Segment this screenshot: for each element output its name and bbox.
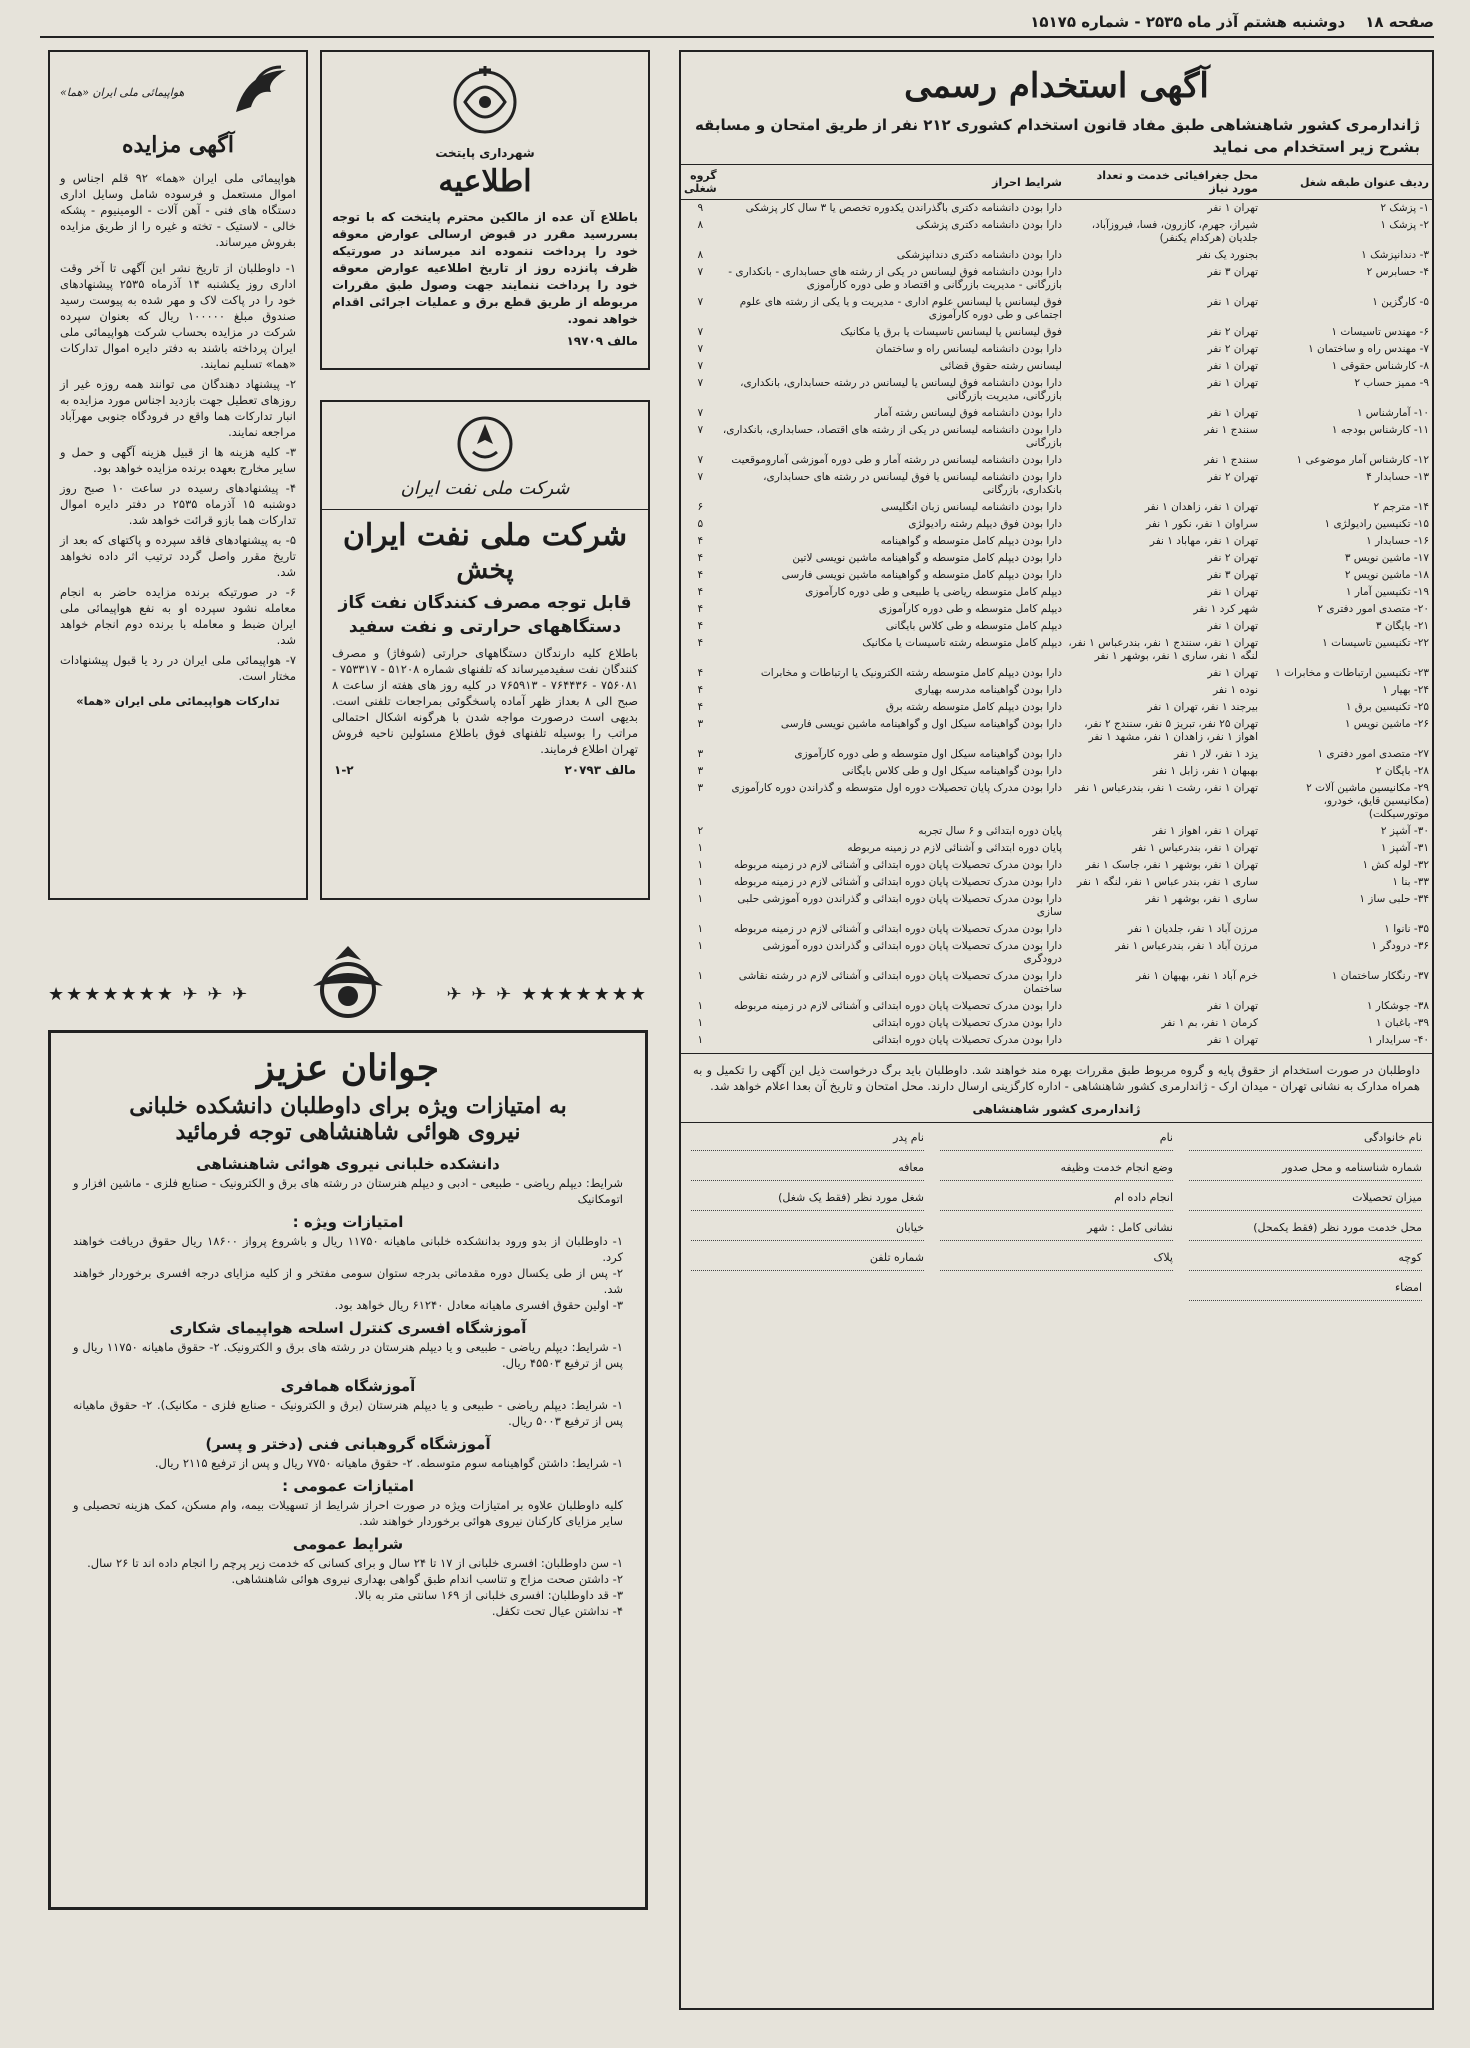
job-group: ۷ (697, 471, 704, 483)
job-title: ۲۶- ماشین نویس ۱ (1344, 718, 1429, 730)
airforce-title: جوانان عزیز (256, 1047, 440, 1089)
oil-ref-2: ۱-۲ (334, 763, 354, 777)
form-field-label: شماره شناسنامه و محل صدور (1189, 1161, 1422, 1181)
job-group: ۲ (697, 825, 704, 837)
job-requirements: دارا بودن گواهینامه مدرسه بهیاری (914, 684, 1062, 696)
municipality-emblem (425, 62, 545, 142)
auction-item: ۶- در صورتیکه برنده مزایده حاضر به انجام معامله نشود سپرده او به نفع هواپیمائی ملی ایران ضبط و معامله با برنده دوم انجام خواهد شد. (60, 585, 296, 647)
job-requirements: دارا بودن دیپلم کامل متوسطه و گواهینامه (880, 535, 1062, 547)
table-row (681, 938, 1432, 968)
job-requirements: دیپلم کامل متوسطه و طی کلاس بایگانی (885, 620, 1062, 632)
recruit-signature: ژاندارمری کشور شاهنشاهی (972, 1102, 1141, 1116)
form-field-label: نام پدر (691, 1131, 924, 1151)
condition-item: ۲- داشتن صحت مزاج و تناسب اندام طبق گواهی بهداری نیروی هوائی شاهنشاهی. (231, 1572, 623, 1586)
form-field-label: نشانی کامل : شهر (940, 1221, 1173, 1241)
municipality-notice (320, 50, 650, 370)
job-location: تهران ۲ نفر (1207, 326, 1258, 338)
job-requirements: فوق لیسانس یا لیسانس علوم اداری - مدیریت و یا یکی از رشته های علوم اجتماعی و طی دوره کارآموزی (739, 296, 1062, 321)
job-requirements: دارا بودن دانشنامه دکتری باگذراندن یکدوره تخصص یا ۳ سال کار پزشکی (745, 202, 1062, 214)
job-location: شهر کرد ۱ نفر (1193, 603, 1258, 615)
job-title: ۳۹- باغبان ۱ (1375, 1017, 1429, 1029)
form-field-label: میزان تحصیلات (1189, 1191, 1422, 1211)
job-requirements: دارا بودن دانشنامه لیسانس راه و ساختمان (875, 343, 1062, 355)
oil-company-ad (320, 400, 650, 900)
recruit-table (681, 164, 1432, 1049)
oil-body: باطلاع کلیه دارندگان دستگاههای حرارتی (شوفاژ) و مصرف کنندگان نفت سفیدمیرساند که تلفنهای شماره ۵۱۲۰۸ - ۷۵۳۳۱۷ - ۷۵۶۰۸۱ - ۷۶۴۴۳۶ - ۷۶۵۹۱۳ در کلیه روز های هفته از ساعت ۸ صبح الی ۸ بعداز ظهر آماده پاسخگوئی بمراجعات تلفنی است. بدیهی است درصورت مواجه شدن با هرگونه اشکال احتمالی مراتب را بوسیله تلفنهای فوق باطلاع مسئولین ناحیه فروش تهران اطلاع فرمایند. (332, 646, 638, 756)
table-row (681, 635, 1432, 665)
job-group: ۷ (697, 407, 704, 419)
job-title: ۱۴- مترجم ۲ (1373, 501, 1429, 513)
recruit-intro: ژاندارمری کشور شاهنشاهی طبق مفاد قانون استخدام کشوری ۲۱۲ نفر از طریق امتحان و مسابقه بشرح زیر استخدام می نماید (694, 116, 1420, 156)
job-location: ساری ۱ نفر، بندر عباس ۱ نفر، لنگه ۱ نفر (1076, 876, 1258, 888)
job-group: ۷ (697, 266, 704, 278)
table-row (681, 780, 1432, 823)
column-header: گروه شغلی (681, 165, 720, 200)
form-field-label: امضاء (1189, 1281, 1422, 1301)
job-title: ۱۸- ماشین نویس ۲ (1344, 569, 1429, 581)
condition-item: ۳- قد داوطلبان: افسری خلبانی از ۱۶۹ سانتی متر به بالا. (354, 1588, 623, 1602)
table-row (681, 998, 1432, 1015)
recruit-notes: داوطلبان در صورت استخدام از حقوق پایه و گروه مربوط طبق مقررات بهره مند خواهند شد. داوطلبان باید برگ درخواست ذیل این آگهی را تکمیل و به همراه مدارک به نشانی تهران - میدان ارک - ژاندارمری کشور شاهنشاهی - اداره کارگزینی ارسال دارند. محل امتحان و تاریخ آن بعدا اعلام خواهد شد. (681, 1053, 1432, 1098)
job-location: مرزن آباد ۱ نفر، جلدیان ۱ نفر (1128, 923, 1258, 935)
job-location: شیراز، جهرم، کازرون، فسا، فیروزآباد، جلدیان (هرکدام یکنفر) (1091, 219, 1258, 244)
table-row (681, 716, 1432, 746)
job-title: ۱۳- حسابدار ۴ (1366, 471, 1429, 483)
table-row (681, 921, 1432, 938)
table-row (681, 533, 1432, 550)
perk-item: ۳- اولین حقوق افسری ماهیانه معادل ۶۱۲۴۰ ریال خواهد بود. (334, 1298, 623, 1312)
job-title: ۶- مهندس تاسیسات ۱ (1331, 326, 1429, 338)
job-title: ۲۹- مکانیسین ماشین آلات ۲ (مکانیسین قایق، خودرو، موتورسیکلت) (1306, 782, 1429, 820)
job-location: تهران ۱ نفر، اهواز ۱ نفر (1152, 825, 1258, 837)
job-requirements: دارا بودن مدرک تحصیلات پایان دوره ابتدائی (872, 1034, 1062, 1046)
oil-emblem (455, 414, 515, 474)
job-title: ۱۵- تکنیسین رادیولژی ۱ (1324, 518, 1429, 530)
column-header: محل جغرافیائی خدمت و تعداد مورد نیاز (1065, 165, 1261, 200)
table-row (681, 469, 1432, 499)
job-location: تهران ۲۵ نفر، تبریز ۵ نفر، سنندج ۲ نفر، اهواز ۱ نفر، زاهدان ۱ نفر، مشهد ۱ نفر (1084, 718, 1258, 743)
recruit-ad (679, 50, 1434, 2010)
job-group: ۸ (697, 219, 704, 231)
table-row (681, 200, 1432, 218)
airforce-banner (48, 940, 648, 1030)
job-requirements: لیسانس رشته حقوق قضائی (939, 360, 1062, 372)
job-location: نوده ۱ نفر (1213, 684, 1258, 696)
job-requirements: دارا بودن مدرک تحصیلات پایان دوره ابتدائی و آشنائی لازم در زمینه مربوطه (733, 859, 1062, 871)
job-group: ۷ (697, 326, 704, 338)
job-group: ۳ (697, 718, 704, 730)
table-row (681, 840, 1432, 857)
school-weapons-body: ۱- شرایط: دیپلم ریاضی - طبیعی و یا دیپلم هنرستان در رشته های برق و الکترونیک. ۲- حقوق ماهیانه ۱۱۷۵۰ ریال و پس از ترفیع ۴۵۵۰۳ ریال. (73, 1340, 623, 1370)
airforce-subtitle-2: نیروی هوائی شاهنشاهی توجه فرمائید (175, 1119, 521, 1145)
job-title: ۳۳- بنا ۱ (1392, 876, 1429, 888)
table-row (681, 499, 1432, 516)
job-title: ۹- ممیز حساب ۲ (1354, 377, 1429, 389)
column-header: شرایط احراز (720, 165, 1065, 200)
condition-item: ۱- سن داوطلبان: افسری خلبانی از ۱۷ تا ۲۴ سال و برای کسانی که خدمت زیر پرچم را انجام داده اند تا ۲۶ سال. (87, 1556, 623, 1570)
column-header: ردیف عنوان طبقه شغل (1261, 165, 1432, 200)
job-group: ۷ (697, 343, 704, 355)
oil-subtitle: پخش (456, 555, 514, 585)
job-location: تهران ۱ نفر (1207, 202, 1258, 214)
airforce-emblem (303, 940, 393, 1028)
job-title: ۱۹- تکنیسین آمار ۱ (1345, 586, 1429, 598)
job-location: سنندج ۱ نفر (1204, 424, 1258, 436)
job-title: ۳۲- لوله کش ۱ (1362, 859, 1429, 871)
table-row (681, 1032, 1432, 1049)
job-requirements: دارا بودن دانشنامه لیسانس زبان انگلیسی (880, 501, 1062, 513)
auction-intro: هواپیمائی ملی ایران «هما» ۹۲ قلم اجناس و اموال مستعمل و فرسوده شامل وسایل اداری دستگاه های فنی - آهن آلات - الومینیوم - پشکه خالی - لاستیک - تخته و غیره را از طریق مزایده بفروش میرساند. (60, 171, 296, 249)
job-title: ۳۵- نانوا ۱ (1384, 923, 1429, 935)
job-location: تهران ۱ نفر، بندرعباس ۱ نفر (1132, 842, 1258, 854)
job-location: تهران ۲ نفر (1207, 552, 1258, 564)
job-group: ۱ (697, 1034, 704, 1046)
general-perks-head: امتیازات عمومی : (282, 1477, 414, 1495)
job-group: ۳ (697, 748, 704, 760)
airforce-body (51, 1155, 645, 1619)
job-requirements: فوق لیسانس یا لیسانس تاسیسات یا برق یا مکانیک (840, 326, 1062, 338)
job-requirements: دارا بودن مدرک تحصیلات پایان دوره ابتدائی و آشنائی لازم در زمینه مربوطه (733, 876, 1062, 888)
perk-item: ۱- داوطلبان از بدو ورود بدانشکده خلبانی ماهیانه ۱۱۷۵۰ ریال و باشروع پرواز ۱۸۶۰۰ ریال حقوق دریافت خواهند کرد. (73, 1234, 623, 1264)
form-field-label: پلاک (940, 1251, 1173, 1271)
table-row (681, 247, 1432, 264)
table-row (681, 857, 1432, 874)
job-requirements: دارا بودن دیپلم کامل متوسطه و گواهینامه ماشین نویسی فارسی (781, 569, 1062, 581)
job-requirements: دارا بودن گواهینامه سیکل اول و طی کلاس بایگانی (842, 765, 1062, 777)
airforce-ad (48, 1030, 648, 1910)
job-location: تهران ۱ نفر (1207, 1000, 1258, 1012)
job-location: ساری ۱ نفر، بوشهر ۱ نفر (1145, 893, 1258, 905)
perks-head: امتیازات ویژه : (292, 1213, 404, 1231)
table-row (681, 550, 1432, 567)
perks-list (73, 1233, 623, 1313)
table-row (681, 874, 1432, 891)
job-location: تهران ۱ نفر (1207, 407, 1258, 419)
job-location: تهران ۱ نفر، سنندج ۱ نفر، بندرعباس ۱ نفر، لنگه ۱ نفر، ساری ۱ نفر، بوشهر ۱ نفر (1068, 637, 1258, 662)
job-title: ۵- کارگزین ۱ (1372, 296, 1429, 308)
job-location: بجنورد یک نفر (1196, 249, 1258, 261)
general-conds-list (73, 1555, 623, 1619)
job-location: بیرجند ۱ نفر، تهران ۱ نفر (1147, 701, 1258, 713)
job-group: ۱ (697, 923, 704, 935)
form-field-label: نام خانوادگی (1189, 1131, 1422, 1151)
perk-item: ۲- پس از طی یکسال دوره مقدماتی بدرجه ستوان سومی مفتخر و از کلیه مزایای درجه افسری برخوردار خواهند شد. (73, 1266, 623, 1296)
form-field-label: خیابان (691, 1221, 924, 1241)
job-group: ۷ (697, 424, 704, 436)
job-title: ۲۲- تکنیسین تاسیسات ۱ (1322, 637, 1429, 649)
job-group: ۱ (697, 893, 704, 905)
table-row (681, 422, 1432, 452)
job-title: ۱۰- آمارشناس ۱ (1356, 407, 1429, 419)
job-group: ۳ (697, 765, 704, 777)
job-group: ۴ (697, 667, 704, 679)
form-field-label: شماره تلفن (691, 1251, 924, 1271)
job-requirements: دیپلم کامل متوسطه ریاضی یا طبیعی و طی دوره کارآموزی (805, 586, 1062, 598)
job-title: ۴۰- سرایدار ۱ (1367, 1034, 1429, 1046)
job-location: سراوان ۱ نفر، نکور ۱ نفر (1146, 518, 1258, 530)
job-requirements: دارا بودن دیپلم کامل متوسطه رشته برق (885, 701, 1062, 713)
job-group: ۵ (697, 518, 704, 530)
form-field-label: نام (940, 1131, 1173, 1151)
job-requirements: دارا بودن مدرک تحصیلات پایان دوره ابتدائی و آشنائی لازم در رشته نقاشی ساختمان (738, 970, 1062, 995)
table-row (681, 584, 1432, 601)
page-header (40, 8, 1434, 38)
job-title: ۱۲- کارشناس آمار موضوعی ۱ (1296, 454, 1429, 466)
table-row (681, 763, 1432, 780)
job-requirements: دارا بودن دانشنامه لیسانس در رشته آمار و طی دوره آموزشی آماروموقعیت (731, 454, 1062, 466)
job-group: ۱ (697, 1017, 704, 1029)
auction-title: آگهی مزایده (122, 132, 234, 158)
table-row (681, 452, 1432, 469)
job-group: ۴ (697, 637, 704, 649)
job-title: ۲۴- بهیار ۱ (1382, 684, 1429, 696)
general-perks-body: کلیه داوطلبان علاوه بر امتیازات ویژه در صورت احراز شرایط از تسهیلات بیمه، وام مسکن، کمک هزینه تحصیلی و سایر مزایای کارکنان نیروی هوائی برخوردار خواهند شد. (73, 1498, 623, 1528)
job-location: تهران ۱ نفر (1207, 620, 1258, 632)
table-row (681, 375, 1432, 405)
job-title: ۱- پزشک ۲ (1380, 202, 1429, 214)
job-location: تهران ۳ نفر (1207, 569, 1258, 581)
job-group: ۴ (697, 603, 704, 615)
auction-item: ۲- پیشنهاد دهندگان می توانند همه روزه غیر از روزهای تعطیل جهت بازدید اجناس مورد مزایده به انبار تدارکات هما واقع در فرودگاه جنوبی مهرآباد مراجعه نمایند. (60, 377, 296, 439)
school-homafar-body: ۱- شرایط: دیپلم ریاضی - طبیعی و یا دیپلم هنرستان (برق و الکترونیک - صنایع فلزی - مکانیک). ۲- حقوق ماهیانه پس از ترفیع ۵۰۰۳ ریال. (73, 1398, 623, 1428)
job-group: ۷ (697, 360, 704, 372)
job-location: تهران ۱ نفر (1207, 1034, 1258, 1046)
table-row (681, 968, 1432, 998)
form-field-label: شغل مورد نظر (فقط یک شغل) (691, 1191, 924, 1211)
job-group: ۷ (697, 296, 704, 308)
oil-title: شرکت ملی نفت ایران (322, 509, 648, 553)
job-requirements: دارا بودن گواهینامه سیکل اول و گواهینامه ماشین نویسی فارسی (780, 718, 1062, 730)
job-requirements: دیپلم کامل متوسطه رشته تاسیسات یا مکانیک (862, 637, 1062, 649)
airforce-subtitle-1: به امتیازات ویژه برای داوطلبان دانشکده خلبانی (129, 1093, 567, 1119)
auction-item: ۷- هواپیمائی ملی ایران در رد یا قبول پیشنهادات مختار است. (60, 653, 296, 683)
job-requirements: دارا بودن مدرک پایان تحصیلات دوره اول متوسطه و گذراندن دوره کارآموزی (731, 782, 1062, 794)
job-title: ۳- دندانپزشک ۱ (1361, 249, 1429, 261)
job-title: ۴- حسابرس ۲ (1366, 266, 1429, 278)
job-location: تهران ۲ نفر (1207, 343, 1258, 355)
job-location: تهران ۱ نفر (1207, 586, 1258, 598)
job-title: ۳۴- حلبی ساز ۱ (1359, 893, 1429, 905)
job-title: ۱۶- حسابدار ۱ (1366, 535, 1429, 547)
job-group: ۷ (697, 377, 704, 389)
school-sergeant-head: آموزشگاه گروهبانی فنی (دختر و پسر) (205, 1435, 491, 1453)
job-group: ۱ (697, 940, 704, 952)
job-requirements: دارا بودن مدرک تحصیلات پایان دوره ابتدائی و گذراندن دوره آموزشی درودگری (762, 940, 1062, 965)
job-location: تهران ۱ نفر (1207, 360, 1258, 372)
job-location: تهران ۱ نفر، مهاباد ۱ نفر (1149, 535, 1258, 547)
job-requirements: دارا بودن فوق دیپلم رشته رادیولژی (908, 518, 1062, 530)
table-row (681, 294, 1432, 324)
job-title: ۳۷- رنگکار ساختمان ۱ (1331, 970, 1429, 982)
job-requirements: دارا بودن دانشنامه لیسانس یا فوق لیسانس در رشته های حسابداری، بانکداری، بازرگانی (763, 471, 1062, 496)
job-location: تهران ۱ نفر، رشت ۱ نفر، بندرعباس ۱ نفر (1075, 782, 1258, 794)
general-conds-head: شرایط عمومی (292, 1535, 404, 1553)
table-row (681, 746, 1432, 763)
table-row (681, 823, 1432, 840)
table-row (681, 264, 1432, 294)
auction-brand-row (50, 52, 306, 126)
school-sergeant-body: ۱- شرایط: داشتن گواهینامه سوم متوسطه. ۲- حقوق ماهیانه ۷۷۵۰ ریال و پس از ترفیع ۲۱۱۵ ریال. (154, 1456, 623, 1470)
job-location: تهران ۳ نفر (1207, 266, 1258, 278)
condition-item: ۴- نداشتن عیال تحت تکفل. (491, 1604, 623, 1618)
school-homafar-head: آموزشگاه همافری (280, 1377, 416, 1395)
job-group: ۱ (697, 859, 704, 871)
job-requirements: پایان دوره ابتدائی و آشنائی لازم در زمینه مربوطه (847, 842, 1062, 854)
municipality-title: اطلاعیه (438, 164, 532, 199)
oil-emblem-caption: شرکت ملی نفت ایران (400, 478, 570, 499)
job-location: یزد ۱ نفر، لار ۱ نفر (1174, 748, 1258, 760)
job-location: سنندج ۱ نفر (1204, 454, 1258, 466)
table-row (681, 682, 1432, 699)
job-location: بهبهان ۱ نفر، زابل ۱ نفر (1153, 765, 1258, 777)
job-group: ۴ (697, 535, 704, 547)
school-pilot-head: دانشکده خلبانی نیروی هوائی شاهنشاهی (196, 1155, 500, 1173)
job-group: ۴ (697, 684, 704, 696)
auction-brand: هواپیمائی ملی ایران «هما» (60, 85, 185, 99)
table-row (681, 405, 1432, 422)
table-row (681, 601, 1432, 618)
job-requirements: دارا بودن مدرک تحصیلات پایان دوره ابتدائی و آشنائی لازم در زمینه مربوطه (733, 923, 1062, 935)
job-title: ۲۱- بایگان ۳ (1375, 620, 1429, 632)
job-requirements: دارا بودن دانشنامه لیسانس در یکی از رشته های اقتصاد، حسابداری، بانکداری، بازرگانی (722, 424, 1062, 449)
job-title: ۸- کارشناس حقوقی ۱ (1331, 360, 1429, 372)
school-weapons-head: آموزشگاه افسری کنترل اسلحه هواپیمای شکاری (169, 1319, 527, 1337)
job-requirements: دارا بودن دانشنامه فوق لیسانس در یکی از رشته های حسابداری - بانکداری - بازرگانی - مدیریت بازرگانی و اقتصاد و طی دوره کارآموزی (728, 266, 1062, 291)
job-location: تهران ۱ نفر، زاهدان ۱ نفر (1144, 501, 1258, 513)
job-title: ۳۶- درودگر ۱ (1371, 940, 1429, 952)
date-issue: دوشنبه هشتم آذر ماه ۲۵۳۵ - شماره ۱۵۱۷۵ (1030, 13, 1346, 31)
job-requirements: دارا بودن دیپلم کامل متوسطه و گواهینامه ماشین نویسی لاتین (792, 552, 1062, 564)
job-group: ۴ (697, 586, 704, 598)
job-title: ۲۵- تکنیسین برق ۱ (1345, 701, 1429, 713)
job-title: ۲- پزشک ۱ (1380, 219, 1429, 231)
table-row (681, 618, 1432, 635)
stars-right: ★★★★★★★ ✈ ✈ ✈ (446, 984, 648, 1005)
table-row (681, 891, 1432, 921)
oil-ref: مالف ۲۰۷۹۳ (564, 763, 636, 777)
auction-items (50, 250, 306, 690)
job-title: ۲۷- متصدی امور دفتری ۱ (1317, 748, 1429, 760)
job-title: ۳۸- جوشکار ۱ (1366, 1000, 1429, 1012)
table-row (681, 699, 1432, 716)
table-row (681, 665, 1432, 682)
homa-logo-icon (226, 62, 296, 122)
form-field-label: وضع انجام خدمت وظیفه (940, 1161, 1173, 1181)
form-field-label: کوچه (1189, 1251, 1422, 1271)
job-requirements: دارا بودن مدرک تحصیلات پایان دوره ابتدائی و گذراندن دوره آموزشی حلبی سازی (737, 893, 1062, 918)
municipality-body: باطلاع آن عده از مالکین محترم پایتخت که با توجه بسررسید مقرر در قبوض ارسالی عوارض معوقه خود را پرداخت ننموده اند میرساند در صورتیکه ظرف پانزده روز از تاریخ اطلاعیه عوارض معوقه خود را پرداخت ننمایند جهت وصول طبق مقررات مربوطه از طریق قطع برق و عملیات اجرائی اقدام خواهد نمود. (332, 210, 638, 326)
job-requirements: دیپلم کامل متوسطه و طی دوره کارآموزی (878, 603, 1062, 615)
job-group: ۴ (697, 701, 704, 713)
job-location: تهران ۱ نفر (1207, 296, 1258, 308)
job-title: ۳۰- آشپز ۲ (1380, 825, 1429, 837)
job-location: تهران ۱ نفر (1207, 377, 1258, 389)
job-title: ۲۰- متصدی امور دفتری ۲ (1317, 603, 1429, 615)
job-requirements: دارا بودن مدرک تحصیلات پایان دوره ابتدائی و آشنائی لازم در زمینه مربوطه (733, 1000, 1062, 1012)
job-group: ۴ (697, 552, 704, 564)
recruit-title: آگهی استخدام رسمی (904, 66, 1209, 106)
table-row (681, 217, 1432, 247)
job-group: ۱ (697, 842, 704, 854)
job-location: تهران ۱ نفر، بوشهر ۱ نفر، جاسک ۱ نفر (1085, 859, 1258, 871)
job-group: ۱ (697, 970, 704, 982)
job-location: تهران ۲ نفر (1207, 471, 1258, 483)
job-requirements: دارا بودن دانشنامه دکتری دندانپزشکی (896, 249, 1062, 261)
job-group: ۳ (697, 782, 704, 794)
job-group: ۶ (697, 501, 704, 513)
form-field-label: محل خدمت مورد نظر (فقط یکمحل) (1189, 1221, 1422, 1241)
job-location: خرم آباد ۱ نفر، بهبهان ۱ نفر (1136, 970, 1258, 982)
job-title: ۷- مهندس راه و ساختمان ۱ (1308, 343, 1429, 355)
application-form (681, 1122, 1432, 1309)
table-row (681, 567, 1432, 584)
form-field-label: معافه (691, 1161, 924, 1181)
job-requirements: دارا بودن دانشنامه فوق لیسانس رشته آمار (874, 407, 1062, 419)
job-location: کرمان ۱ نفر، بم ۱ نفر (1161, 1017, 1258, 1029)
oil-ref-row (322, 763, 648, 777)
auction-item: ۵- به پیشنهادهای فاقد سپرده و پاکتهای که بعد از تاریخ مقرر واصل گردد ترتیب اثر داده نخواهد شد. (60, 533, 296, 579)
job-location: مرزن آباد ۱ نفر، بندرعباس ۱ نفر (1115, 940, 1258, 952)
auction-item: ۱- داوطلبان از تاریخ نشر این آگهی تا آخر وقت اداری روز یکشنبه ۱۴ آذرماه ۲۵۳۵ پیشنهادهای خود را در پاکت لاک و مهر شده به پیوست رسید صندوق مبلغ ۱۰۰۰۰۰ ریال که بعنوان سپرده شرکت در مزایده بحساب شرکت هواپیمائی ملی ایران پرداخته باشند به دفتر دایره اموال تدارکات «هما» تسلیم نمایند. (60, 261, 296, 371)
table-row (681, 341, 1432, 358)
job-title: ۱۱- کارشناس بودجه ۱ (1331, 424, 1429, 436)
job-group: ۸ (697, 249, 704, 261)
table-row (681, 516, 1432, 533)
auction-item: ۳- کلیه هزینه ها از قبیل هزینه آگهی و حمل و سایر مخارج بعهده برنده مزایده خواهد بود. (60, 445, 296, 475)
job-requirements: پایان دوره ابتدائی و ۶ سال تجربه (918, 825, 1062, 837)
school-pilot-body: شرایط: دیپلم ریاضی - طبیعی - ادبی و دیپلم هنرستان در رشته های برق و الکترونیک - صنایع فلزی - ماشین افزار و اتومکانیک (73, 1176, 623, 1206)
job-group: ۱ (697, 1000, 704, 1012)
page-number: صفحه ۱۸ (1365, 13, 1434, 31)
job-requirements: دارا بودن دانشنامه دکتری پزشکی (915, 219, 1062, 231)
table-row (681, 358, 1432, 375)
form-field-label: انجام داده ام (940, 1191, 1173, 1211)
job-group: ۴ (697, 620, 704, 632)
auction-sign: تدارکات هواپیمائی ملی ایران «هما» (76, 694, 280, 708)
oil-headline: قابل توجه مصرف کنندگان نفت گاز دستگاههای حرارتی و نفت سفید (338, 593, 632, 637)
job-group: ۹ (697, 202, 704, 214)
municipality-org: شهرداری پایتخت (435, 146, 535, 160)
auction-ad (48, 50, 308, 900)
stars-left: ✈ ✈ ✈ ★★★★★★★ (48, 984, 250, 1005)
table-row (681, 324, 1432, 341)
auction-item: ۴- پیشنهادهای رسیده در ساعت ۱۰ صبح روز دوشنبه ۱۵ آذرماه ۲۵۳۵ در دفتر دایره اموال تدارکات هما بازو قرائت خواهد شد. (60, 481, 296, 527)
job-title: ۱۷- ماشین نویس ۳ (1344, 552, 1429, 564)
job-requirements: دارا بودن دیپلم کامل متوسطه رشته الکترونیک یا ارتباطات و مخابرات (760, 667, 1062, 679)
table-row (681, 1015, 1432, 1032)
job-group: ۱ (697, 876, 704, 888)
job-title: ۲۳- تکنیسین ارتباطات و مخابرات ۱ (1275, 667, 1429, 679)
job-group: ۴ (697, 569, 704, 581)
job-requirements: دارا بودن مدرک تحصیلات پایان دوره ابتدائی (872, 1017, 1062, 1029)
job-title: ۲۸- بایگان ۲ (1375, 765, 1429, 777)
job-title: ۳۱- آشپز ۱ (1380, 842, 1429, 854)
job-group: ۷ (697, 454, 704, 466)
job-requirements: دارا بودن گواهینامه سیکل اول متوسطه و طی دوره کارآموزی (794, 748, 1062, 760)
municipality-ref: مالف ۱۹۷۰۹ (566, 334, 638, 348)
job-requirements: دارا بودن دانشنامه فوق لیسانس یا لیسانس در رشته حسابداری، بانکداری، بازرگانی، مدیریت بازرگانی (740, 377, 1062, 402)
job-location: تهران ۱ نفر (1207, 667, 1258, 679)
